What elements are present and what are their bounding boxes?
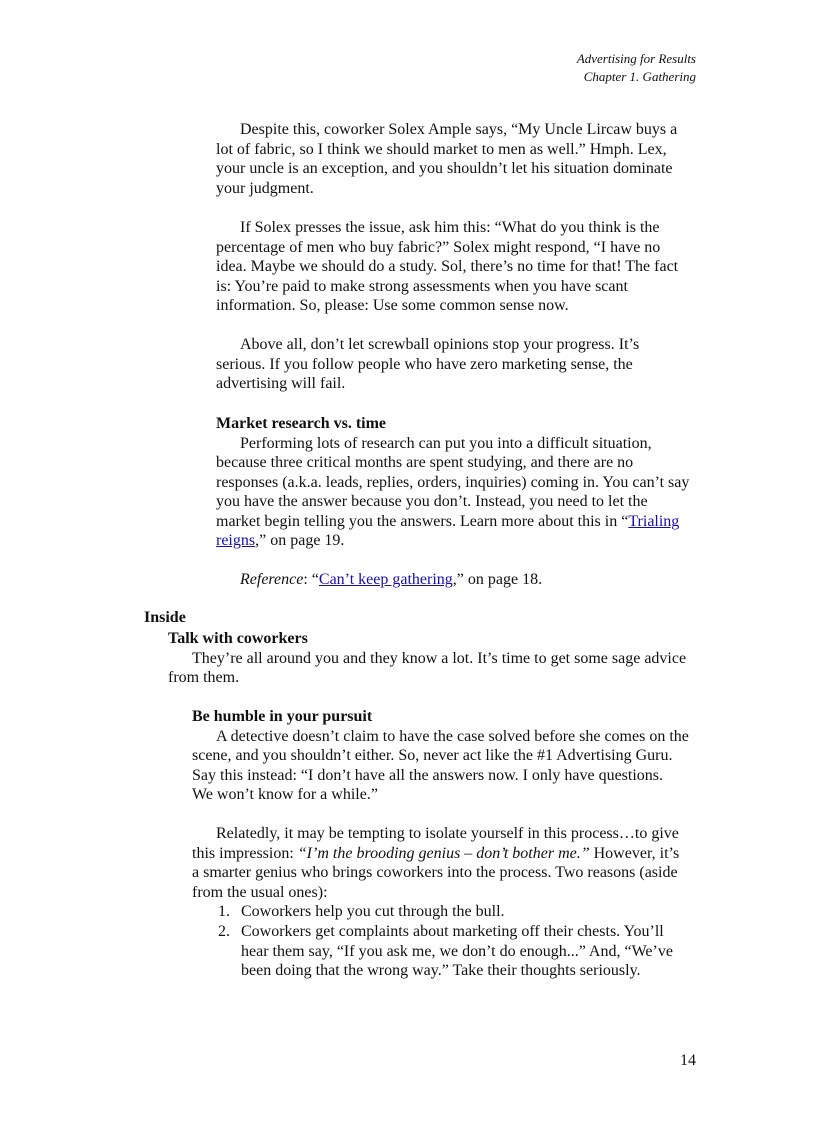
running-header [577, 50, 696, 86]
section-market-research: Market research vs. time Performing lots of research can put you into a difficult situation, because three critical months are spent studying, and there are no responses (a.k.a. leads, replies, orders, inquiries) coming in. You can’t say you have the answer because you don’t. Instead, you need to let the market begin telling you the answers. Learn more about this in “Trialing reigns,” on page 19. [216, 415, 690, 549]
heading-inside: Inside [144, 609, 186, 626]
link-trialing-reigns-cont[interactable]: reigns [216, 532, 256, 549]
header-title: Advertising for Results [576, 51, 696, 66]
heading-market-research: Market research vs. time [216, 415, 387, 432]
reference-line: Reference: “Can’t keep gathering,” on page 18. [240, 571, 543, 588]
paragraph-uncle: Despite this, coworker Solex Ample says, “My Uncle Lircaw buys a lot of fabric, so I think we should market to men as well.” Hmph. Lex, your uncle is an exception, and you shouldn’t let his situation dominate your judgment. [216, 121, 678, 197]
paragraph-solex: If Solex presses the issue, ask him this: “What do you think is the percentage of men who buy fabric?” Solex might respond, “I have no idea. Maybe we should do a study. Sol, there’s no time for that! The fact is: You’re paid to make strong assessments when you have scant information. So, please: Use some common sense now. [216, 219, 679, 314]
reference-label: Reference [240, 571, 304, 588]
section-be-humble: Be humble in your pursuit A detective doesn’t claim to have the case solved before she comes on the scene, and you shouldn’t either. So, never act like the #1 Advertising Guru. Say this instead: “I don’t have all the answers now. I only have questions. We won’t know for a while.” [192, 708, 689, 803]
paragraph-relatedly: Relatedly, it may be tempting to isolate yourself in this process…to give this impression: “I’m the brooding genius – don’t bother me.” However, it’s a smarter genius who brings coworkers into the process. Two reasons (aside from the usual ones): [192, 825, 680, 901]
section-talk-coworkers: Talk with coworkers They’re all around you and they know a lot. It’s time to get some sage advice from them. [168, 630, 687, 686]
heading-be-humble: Be humble in your pursuit [192, 708, 373, 725]
page-number: 14 [680, 1052, 696, 1069]
heading-talk-coworkers: Talk with coworkers [168, 630, 308, 647]
link-trialing-reigns[interactable]: Trialing [628, 512, 680, 530]
paragraph-screwball: Above all, don’t let screwball opinions stop your progress. It’s serious. If you follow people who have zero marketing sense, the advertising will fail. [216, 336, 640, 392]
header-chapter: Chapter 1. Gathering [583, 69, 696, 84]
link-cant-keep-gathering[interactable]: Can’t keep gathering [318, 571, 453, 588]
